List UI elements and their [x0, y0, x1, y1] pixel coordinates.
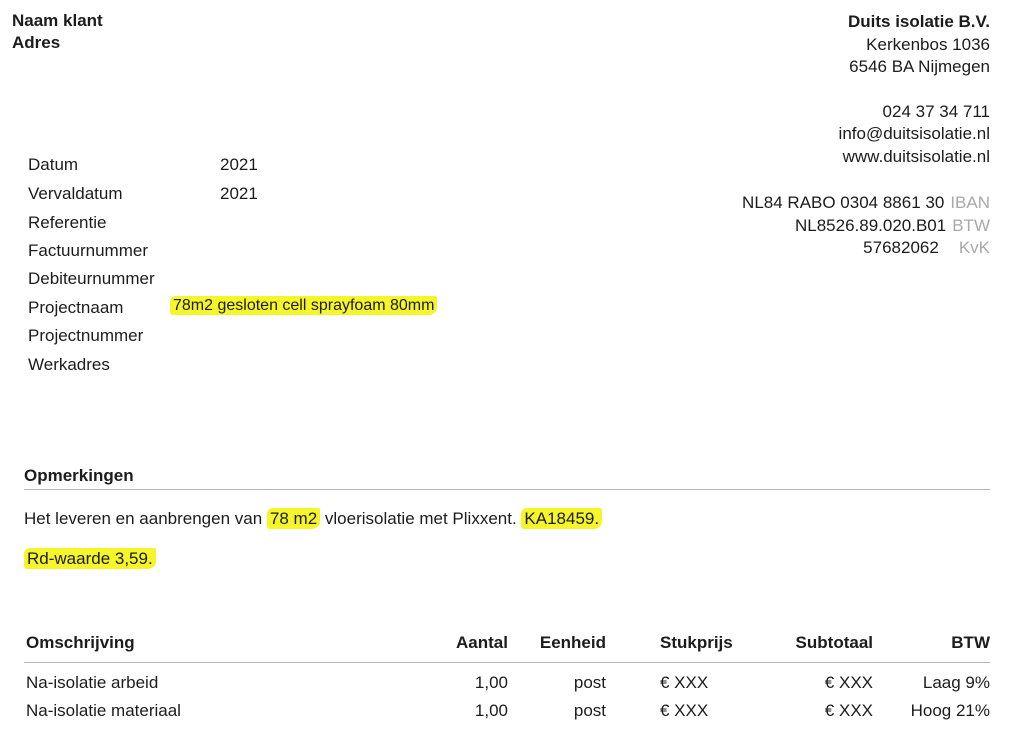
- th-vat: BTW: [951, 633, 990, 652]
- company-info: [742, 11, 990, 260]
- projectnummer-label: Projectnummer: [28, 326, 144, 345]
- row-description: Na-isolatie materiaal: [26, 701, 181, 720]
- row-subtotal: € XXX: [824, 673, 873, 692]
- remarks-divider: [24, 489, 990, 490]
- remarks-line-2: [24, 549, 156, 569]
- referentie-label: Referentie: [28, 213, 107, 232]
- factuurnummer-label: Factuurnummer: [28, 241, 148, 260]
- remarks-title: Opmerkingen: [24, 466, 134, 485]
- company-email: info@duitsisolatie.nl: [838, 124, 990, 143]
- client-address: Adres: [12, 33, 61, 52]
- th-unit-price: Stukprijs: [660, 633, 733, 652]
- table-header-divider: [24, 662, 990, 663]
- btw-label: BTW: [952, 215, 990, 235]
- row-description: Na-isolatie arbeid: [26, 673, 159, 692]
- row-unit: post: [573, 701, 606, 720]
- vervaldatum-label: Vervaldatum: [28, 184, 123, 203]
- company-street: Kerkenbos 1036: [866, 34, 990, 54]
- kvk-value: 57682062: [863, 238, 939, 257]
- row-unit: post: [573, 673, 606, 692]
- company-website: www.duitsisolatie.nl: [842, 146, 990, 166]
- datum-label: Datum: [28, 155, 79, 174]
- row-quantity: 1,00: [474, 701, 508, 720]
- th-description: Omschrijving: [26, 633, 135, 652]
- row-vat: Laag 9%: [922, 673, 990, 692]
- remarks-text-pre: Het leveren en aanbrengen van: [24, 509, 267, 528]
- company-phone: 024 37 34 711: [882, 101, 990, 121]
- iban-row: [742, 192, 990, 215]
- debiteurnummer-label: Debiteurnummer: [28, 269, 155, 288]
- th-quantity: Aantal: [456, 633, 508, 652]
- projectnaam-value: [170, 297, 437, 315]
- projectnaam-highlight: 78m2 gesloten cell sprayfoam 80mm: [170, 296, 437, 315]
- kvk-label: KvK: [958, 238, 990, 257]
- row-quantity: 1,00: [474, 673, 508, 692]
- iban-value: NL84 RABO 0304 8861 30: [742, 193, 945, 212]
- company-name: Duits isolatie B.V.: [847, 12, 990, 31]
- iban-label: IBAN: [950, 193, 990, 212]
- company-postcode-city: 6546 BA Nijmegen: [849, 57, 990, 76]
- th-unit: Eenheid: [539, 633, 606, 652]
- remarks-line-1: [24, 509, 602, 529]
- btw-row: [742, 215, 990, 238]
- remarks-rd-highlight: Rd-waarde 3,59.: [24, 548, 156, 569]
- btw-value: NL8526.89.020.B01: [794, 215, 947, 235]
- remarks-code-highlight: KA18459.: [521, 508, 602, 529]
- row-subtotal: € XXX: [824, 701, 873, 720]
- remarks-text-mid: vloerisolatie met Plixxent.: [320, 509, 522, 528]
- row-unit-price: € XXX: [660, 701, 709, 720]
- client-name: Naam klant: [12, 11, 103, 30]
- row-unit-price: € XXX: [660, 673, 709, 692]
- datum-value: 2021: [220, 155, 258, 174]
- th-subtotal: Subtotaal: [795, 633, 873, 652]
- kvk-row: [742, 237, 990, 260]
- row-vat: Hoog 21%: [910, 701, 990, 720]
- projectnaam-label: Projectnaam: [28, 298, 124, 317]
- vervaldatum-value: 2021: [220, 184, 258, 203]
- werkadres-label: Werkadres: [28, 355, 110, 374]
- remarks-area-highlight: 78 m2: [267, 508, 320, 529]
